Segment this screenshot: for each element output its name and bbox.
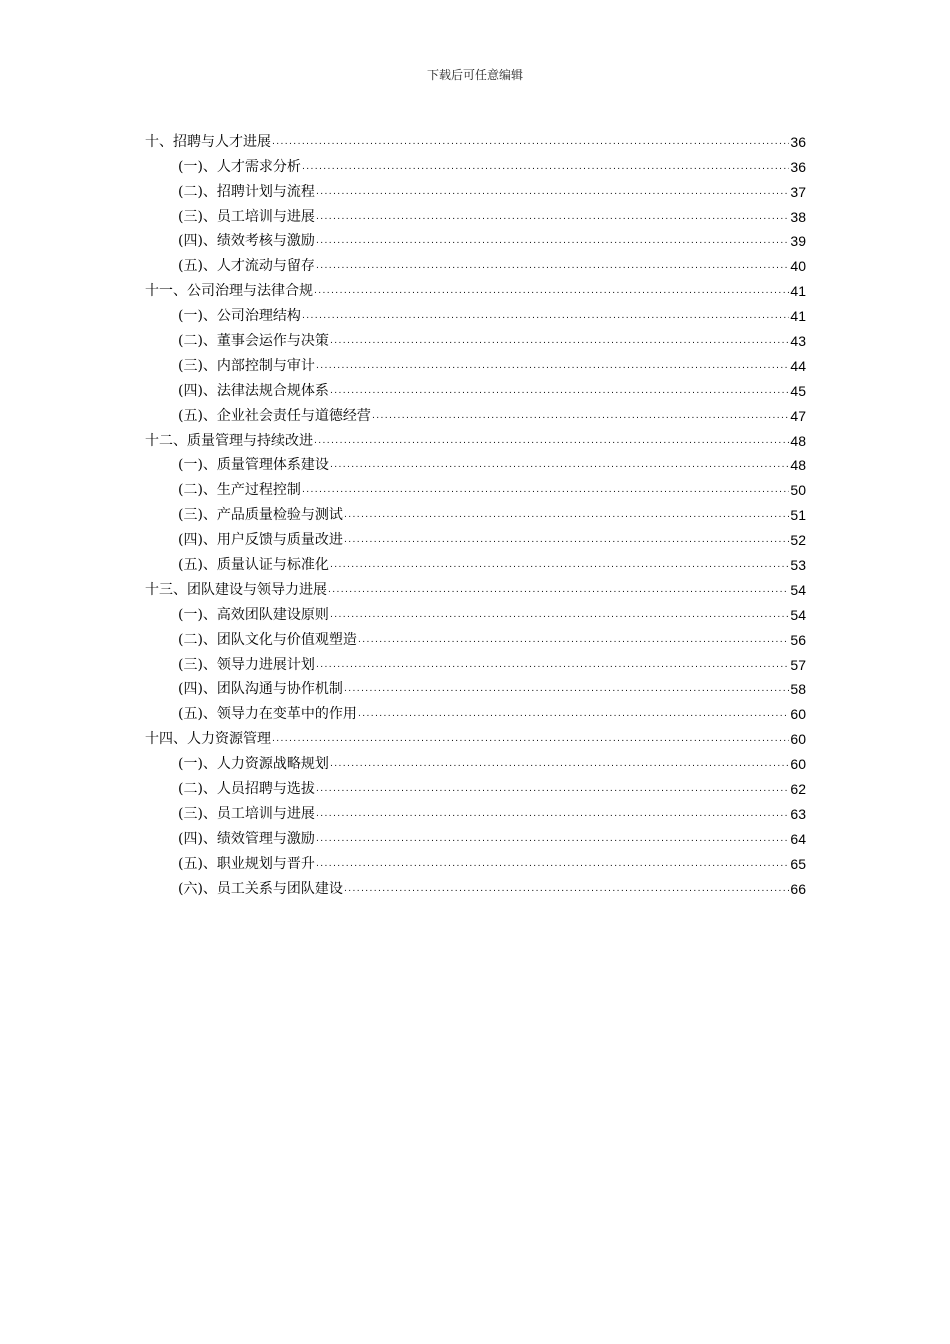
toc-entry-page-number: 52 (790, 532, 806, 549)
toc-section-entry[interactable] (145, 524, 806, 549)
toc-dot-leader (344, 534, 789, 546)
toc-entry-page-number: 54 (790, 606, 806, 623)
toc-entry-title: (四)、团队沟通与协作机制 (178, 681, 343, 698)
toc-entry-title: (五)、人才流动与留存 (178, 258, 315, 275)
toc-dot-leader (316, 260, 789, 272)
toc-chapter-entry[interactable] (145, 126, 806, 151)
toc-entry-page-number: 57 (790, 656, 806, 673)
toc-section-entry[interactable] (145, 549, 806, 574)
toc-dot-leader (316, 659, 789, 671)
toc-section-entry[interactable] (145, 450, 806, 475)
toc-section-entry[interactable] (145, 823, 806, 848)
toc-entry-page-number: 53 (790, 557, 806, 574)
toc-entry-title: (五)、职业规划与晋升 (178, 855, 315, 872)
toc-entry-title: (二)、招聘计划与流程 (178, 183, 315, 200)
toc-entry-title: (二)、生产过程控制 (178, 482, 301, 499)
toc-entry-title: 十三、团队建设与领导力进展 (145, 581, 327, 598)
toc-entry-page-number: 63 (790, 805, 806, 822)
toc-dot-leader (302, 310, 789, 322)
toc-dot-leader (330, 609, 789, 621)
toc-entry-title: 十一、公司治理与法律合规 (145, 283, 313, 300)
toc-chapter-entry[interactable] (145, 574, 806, 599)
toc-entry-title: 十、招聘与人才进展 (145, 133, 271, 150)
toc-section-entry[interactable] (145, 848, 806, 873)
toc-entry-page-number: 54 (790, 581, 806, 598)
toc-entry-page-number: 51 (790, 507, 806, 524)
toc-dot-leader (330, 335, 789, 347)
toc-section-entry[interactable] (145, 474, 806, 499)
toc-section-entry[interactable] (145, 226, 806, 251)
toc-dot-leader (344, 883, 789, 895)
toc-dot-leader (358, 708, 789, 720)
toc-entry-page-number: 43 (790, 333, 806, 350)
toc-dot-leader (314, 285, 789, 297)
toc-dot-leader (316, 211, 789, 223)
toc-entry-title: (三)、产品质量检验与测试 (178, 507, 343, 524)
toc-entry-title: (二)、团队文化与价值观塑造 (178, 631, 357, 648)
toc-dot-leader (330, 459, 789, 471)
toc-entry-page-number: 40 (790, 258, 806, 275)
toc-entry-title: (五)、领导力在变革中的作用 (178, 706, 357, 723)
toc-entry-title: (四)、绩效考核与激励 (178, 233, 315, 250)
toc-chapter-entry[interactable] (145, 275, 806, 300)
toc-entry-page-number: 66 (790, 880, 806, 897)
toc-section-entry[interactable] (145, 300, 806, 325)
toc-entry-title: (五)、企业社会责任与道德经营 (178, 407, 371, 424)
toc-entry-page-number: 65 (790, 855, 806, 872)
toc-dot-leader (344, 509, 789, 521)
toc-entry-page-number: 58 (790, 681, 806, 698)
toc-section-entry[interactable] (145, 250, 806, 275)
toc-section-entry[interactable] (145, 350, 806, 375)
toc-entry-page-number: 56 (790, 631, 806, 648)
toc-entry-title: (三)、员工培训与进展 (178, 208, 315, 225)
toc-section-entry[interactable] (145, 798, 806, 823)
toc-entry-page-number: 50 (790, 482, 806, 499)
toc-section-entry[interactable] (145, 873, 806, 898)
toc-entry-page-number: 60 (790, 756, 806, 773)
toc-entry-title: (一)、人才需求分析 (178, 158, 301, 175)
toc-entry-page-number: 37 (790, 183, 806, 200)
toc-entry-page-number: 60 (790, 706, 806, 723)
toc-dot-leader (328, 584, 789, 596)
toc-dot-leader (344, 683, 789, 695)
toc-entry-page-number: 41 (790, 308, 806, 325)
toc-chapter-entry[interactable] (145, 723, 806, 748)
toc-entry-title: (四)、绩效管理与激励 (178, 830, 315, 847)
toc-section-entry[interactable] (145, 176, 806, 201)
toc-entry-page-number: 62 (790, 781, 806, 798)
table-of-contents (145, 126, 806, 898)
toc-entry-title: 十四、人力资源管理 (145, 731, 271, 748)
toc-section-entry[interactable] (145, 649, 806, 674)
toc-entry-title: (一)、人力资源战略规划 (178, 756, 329, 773)
toc-section-entry[interactable] (145, 698, 806, 723)
toc-entry-title: (一)、高效团队建设原则 (178, 606, 329, 623)
toc-dot-leader (272, 733, 789, 745)
toc-dot-leader (302, 484, 789, 496)
toc-dot-leader (330, 758, 789, 770)
toc-entry-title: (六)、员工关系与团队建设 (178, 880, 343, 897)
toc-dot-leader (330, 559, 789, 571)
toc-dot-leader (316, 360, 789, 372)
toc-dot-leader (372, 410, 789, 422)
toc-chapter-entry[interactable] (145, 425, 806, 450)
toc-entry-page-number: 36 (790, 133, 806, 150)
toc-dot-leader (358, 634, 789, 646)
toc-entry-page-number: 48 (790, 457, 806, 474)
toc-section-entry[interactable] (145, 325, 806, 350)
page-header: 下载后可任意编辑 (426, 68, 523, 82)
toc-dot-leader (316, 808, 789, 820)
toc-dot-leader (314, 435, 789, 447)
toc-dot-leader (316, 833, 789, 845)
toc-entry-title: (一)、质量管理体系建设 (178, 457, 329, 474)
toc-section-entry[interactable] (145, 599, 806, 624)
toc-entry-title: 十二、质量管理与持续改进 (145, 432, 313, 449)
toc-section-entry[interactable] (145, 375, 806, 400)
toc-dot-leader (302, 161, 789, 173)
toc-entry-page-number: 36 (790, 158, 806, 175)
toc-entry-page-number: 48 (790, 432, 806, 449)
toc-dot-leader (272, 136, 789, 148)
toc-entry-page-number: 44 (790, 357, 806, 374)
toc-section-entry[interactable] (145, 674, 806, 699)
toc-dot-leader (316, 235, 789, 247)
toc-entry-title: (四)、用户反馈与质量改进 (178, 532, 343, 549)
toc-entry-page-number: 45 (790, 382, 806, 399)
toc-entry-title: (一)、公司治理结构 (178, 308, 301, 325)
toc-entry-page-number: 47 (790, 407, 806, 424)
toc-entry-title: (三)、领导力进展计划 (178, 656, 315, 673)
toc-section-entry[interactable] (145, 499, 806, 524)
toc-section-entry[interactable] (145, 624, 806, 649)
toc-entry-title: (五)、质量认证与标准化 (178, 557, 329, 574)
toc-section-entry[interactable] (145, 201, 806, 226)
toc-entry-page-number: 60 (790, 731, 806, 748)
toc-entry-page-number: 39 (790, 233, 806, 250)
toc-dot-leader (330, 385, 789, 397)
toc-entry-page-number: 41 (790, 283, 806, 300)
toc-section-entry[interactable] (145, 151, 806, 176)
toc-entry-title: (三)、内部控制与审计 (178, 357, 315, 374)
toc-entry-page-number: 64 (790, 830, 806, 847)
toc-entry-page-number: 38 (790, 208, 806, 225)
toc-dot-leader (316, 783, 789, 795)
toc-entry-title: (四)、法律法规合规体系 (178, 382, 329, 399)
toc-section-entry[interactable] (145, 400, 806, 425)
toc-entry-title: (二)、人员招聘与选拔 (178, 781, 315, 798)
toc-section-entry[interactable] (145, 773, 806, 798)
toc-dot-leader (316, 858, 789, 870)
toc-section-entry[interactable] (145, 748, 806, 773)
toc-entry-title: (三)、员工培训与进展 (178, 805, 315, 822)
toc-dot-leader (316, 186, 789, 198)
toc-entry-title: (二)、董事会运作与决策 (178, 333, 329, 350)
